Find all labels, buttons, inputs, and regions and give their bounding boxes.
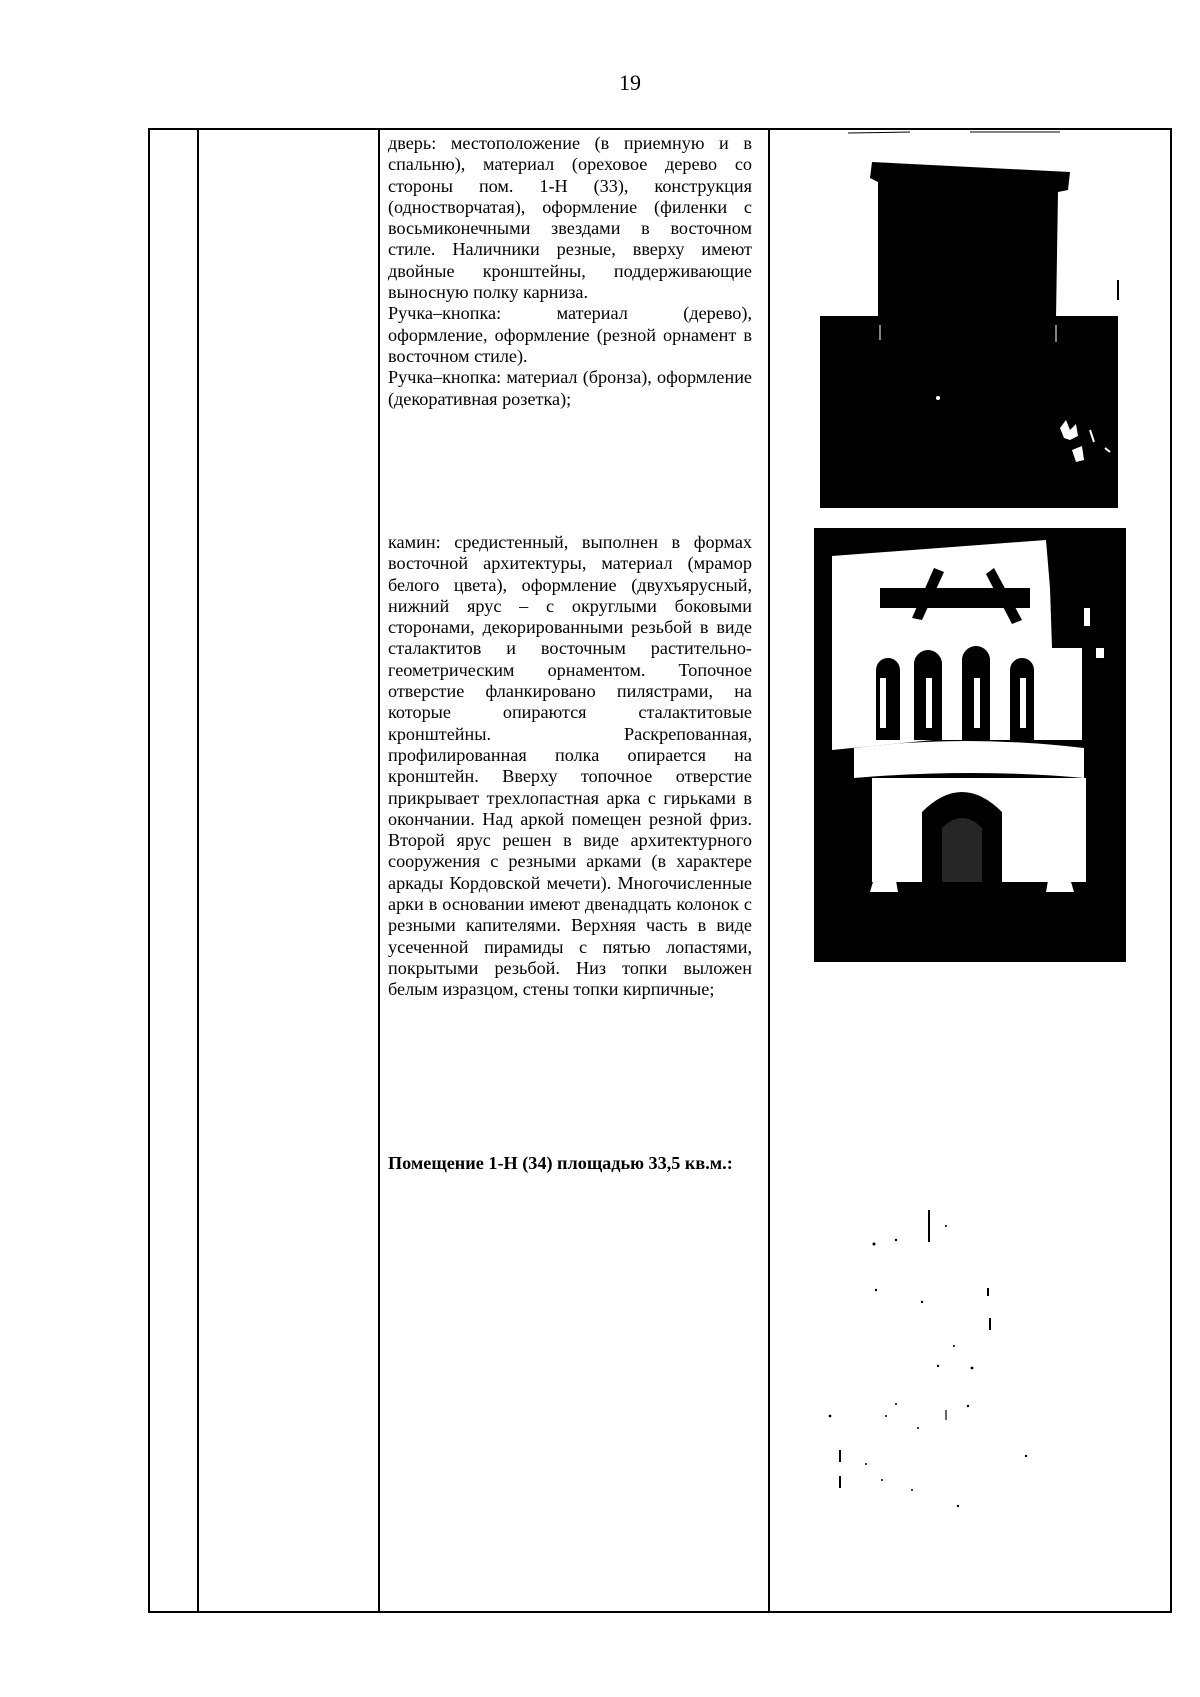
table-border-right bbox=[1170, 128, 1172, 1613]
fireplace-photo bbox=[814, 528, 1126, 962]
door-description bbox=[388, 133, 752, 410]
table-column-divider-2 bbox=[378, 128, 380, 1613]
door-paragraph: дверь: местоположение (в приемную и в спальню), материал (ореховое дерево со стороны пом. 1-Н (33), конструкция (одностворчатая), оформление (филенки с восьмиконечными звездами в восточном стиле. Наличники резные, вверху имеют двойные кронштейны, поддерживающие выносную полку карниза. bbox=[388, 133, 752, 303]
faded-photo bbox=[826, 1170, 1106, 1520]
room-heading: Помещение 1-Н (34) площадью 33,5 кв.м.: bbox=[388, 1153, 733, 1173]
door-handle-wood-paragraph: Ручка–кнопка: материал (дерево), оформление, оформление (резной орнамент в восточном стиле). bbox=[388, 303, 752, 366]
page-number: 19 bbox=[619, 70, 641, 95]
door-handle-bronze-paragraph: Ручка–кнопка: материал (бронза), оформление (декоративная розетка); bbox=[388, 367, 752, 409]
table-border-left bbox=[148, 128, 150, 1613]
table-border-bottom bbox=[148, 1611, 1172, 1613]
fireplace-description: камин: средистенный, выполнен в формах восточной архитектуры, материал (мрамор белого цвета), оформление (двухъярусный, нижний ярус – с округлыми боковыми сторонами, декорированными резьбой в виде сталактитов и восточным растительно-геометрическим орнаментом. Топочное отверстие фланкировано пилястрами, на которые опираются сталактитовые кронштейны. Раскрепованная, профилированная полка опирается на кронштейн. Вверху топочное отверстие прикрывает трехлопастная арка с гирьками в окончании. Над аркой помещен резной фриз. Второй ярус решен в виде архитектурного сооружения с резными арками (в характере аркады Кордовской мечети). Многочисленные арки в основании имеют двенадцать колонок с резными капителями. Верхняя часть в виде усеченной пирамиды с пятью лопастями, покрытыми резьбой. Низ топки выложен белым изразцом, стены топки кирпичные; bbox=[388, 532, 752, 1000]
table-column-divider-1 bbox=[197, 128, 199, 1613]
door-photo bbox=[820, 130, 1120, 508]
table-column-divider-3 bbox=[768, 128, 770, 1613]
